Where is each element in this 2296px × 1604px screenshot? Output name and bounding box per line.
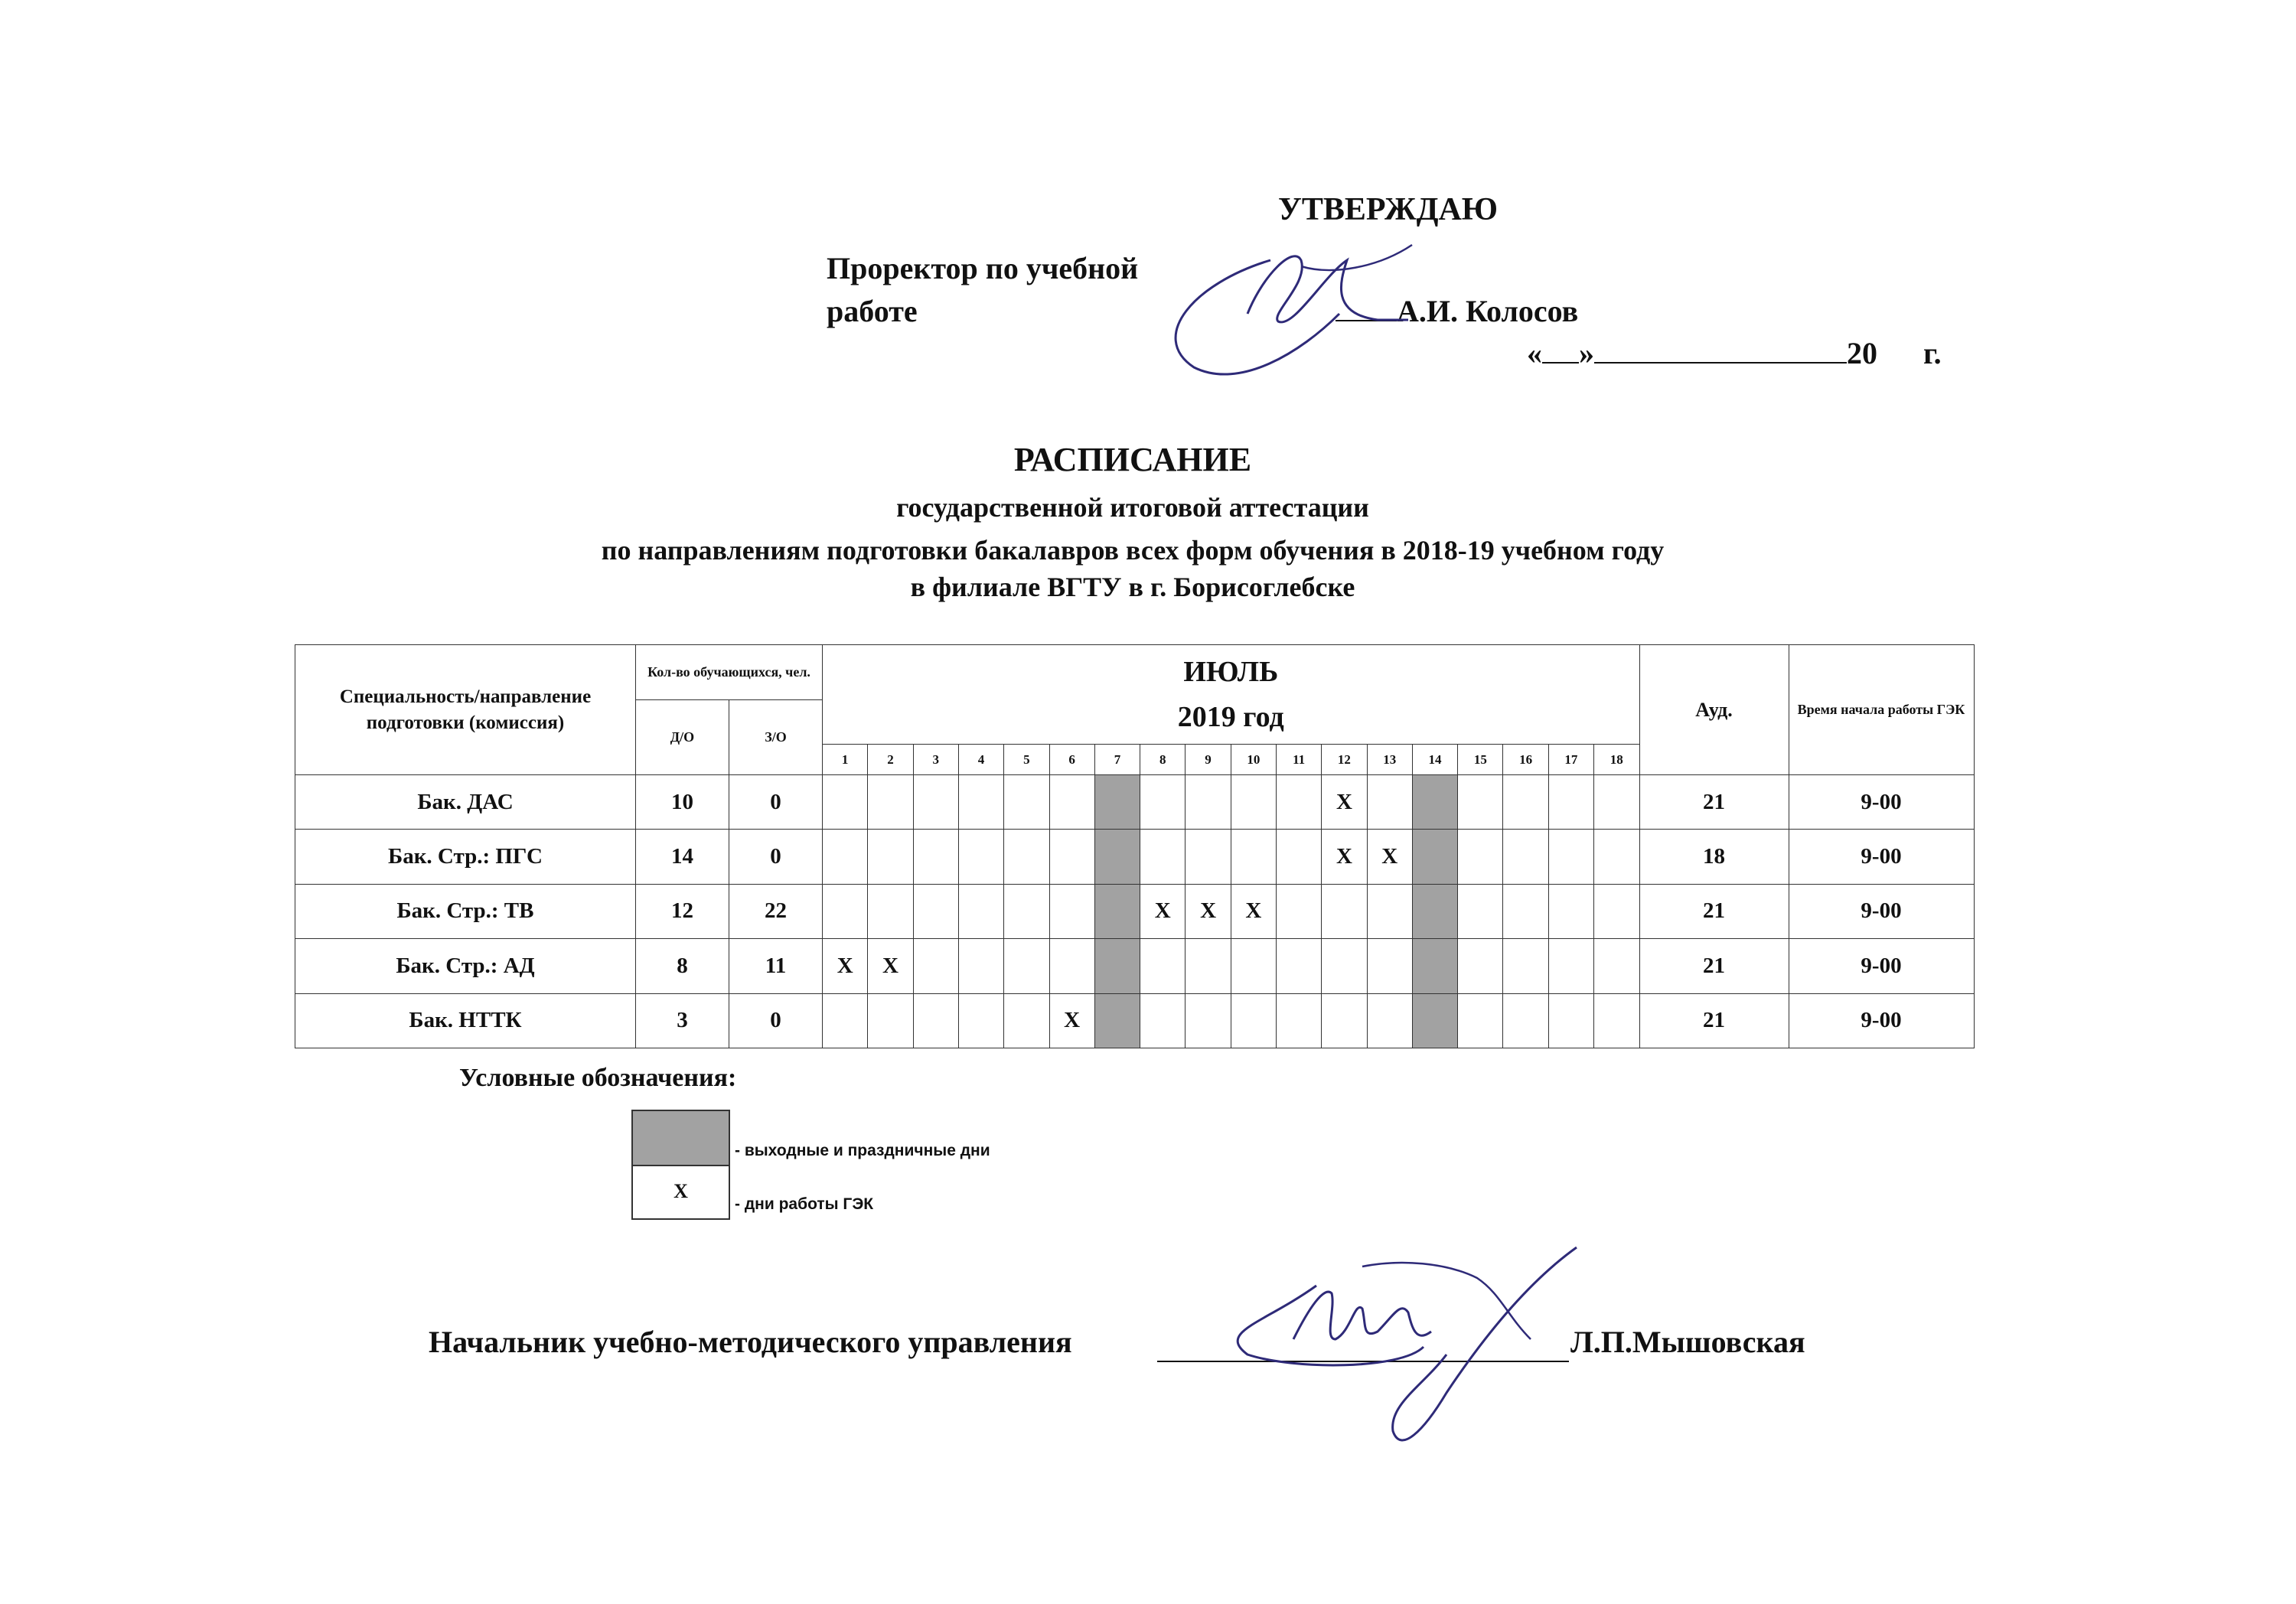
day-header: 1 bbox=[823, 745, 868, 775]
day-cell bbox=[1594, 939, 1639, 993]
holiday-cell bbox=[1094, 884, 1140, 938]
date-year-prefix: 20 bbox=[1847, 336, 1877, 370]
count-header: Кол-во обучающихся, чел. bbox=[636, 645, 823, 700]
day-cell bbox=[823, 993, 868, 1048]
day-cell bbox=[1231, 775, 1276, 830]
day-cell bbox=[1049, 775, 1094, 830]
document-title: РАСПИСАНИЕ bbox=[1013, 441, 1252, 478]
day-cell bbox=[1367, 775, 1412, 830]
auditorium-cell: 21 bbox=[1639, 775, 1789, 830]
legend-holiday-swatch bbox=[633, 1111, 729, 1166]
day-cell bbox=[1503, 775, 1548, 830]
day-cell bbox=[1458, 939, 1503, 993]
program-name: Бак. Стр.: АД bbox=[295, 939, 636, 993]
document-subtitle-1: государственной итоговой аттестации bbox=[896, 492, 1369, 523]
day-cell bbox=[1140, 939, 1186, 993]
day-cell bbox=[1186, 993, 1231, 1048]
holiday-cell bbox=[1094, 939, 1140, 993]
day-cell bbox=[868, 775, 913, 830]
date-open-quote: « bbox=[1527, 336, 1542, 370]
exam-day-mark: X bbox=[1049, 993, 1094, 1048]
day-cell bbox=[1186, 830, 1231, 884]
table-row bbox=[295, 993, 1975, 1048]
auditorium-cell: 21 bbox=[1639, 993, 1789, 1048]
holiday-cell bbox=[1094, 830, 1140, 884]
day-cell bbox=[1322, 993, 1367, 1048]
approval-title: УТВЕРЖДАЮ bbox=[1278, 192, 1499, 227]
day-cell bbox=[1231, 939, 1276, 993]
auditorium-header: Ауд. bbox=[1639, 645, 1789, 775]
auditorium-cell: 21 bbox=[1639, 884, 1789, 938]
exam-day-mark: X bbox=[1186, 884, 1231, 938]
day-cell bbox=[1548, 884, 1593, 938]
spec-header: Специальность/направление подготовки (комиссия) bbox=[295, 645, 636, 775]
start-time-cell: 9-00 bbox=[1789, 939, 1974, 993]
day-header: 5 bbox=[1004, 745, 1049, 775]
legend-box bbox=[631, 1110, 730, 1220]
approver-signature-icon bbox=[1148, 230, 1469, 383]
day-cell bbox=[1231, 830, 1276, 884]
day-cell bbox=[1594, 884, 1639, 938]
full-time-count: 8 bbox=[636, 939, 729, 993]
day-cell bbox=[823, 775, 868, 830]
start-time-cell: 9-00 bbox=[1789, 775, 1974, 830]
start-time-header: Время начала работы ГЭК bbox=[1789, 645, 1974, 775]
exam-day-mark: X bbox=[1322, 775, 1367, 830]
day-cell bbox=[1548, 830, 1593, 884]
approver-position-line2: работе bbox=[827, 294, 918, 328]
day-cell bbox=[1322, 939, 1367, 993]
day-cell bbox=[1322, 884, 1367, 938]
exam-day-mark: X bbox=[868, 939, 913, 993]
holiday-cell bbox=[1412, 884, 1457, 938]
document-subtitle-2: по направлениям подготовки бакалавров всех форм обучения в 2018-19 учебном году bbox=[601, 535, 1665, 566]
day-cell bbox=[913, 830, 958, 884]
legend-title: Условные обозначения: bbox=[459, 1064, 737, 1092]
holiday-cell bbox=[1094, 993, 1140, 1048]
auditorium-cell: 18 bbox=[1639, 830, 1789, 884]
program-name: Бак. НТТК bbox=[295, 993, 636, 1048]
day-header: 4 bbox=[958, 745, 1003, 775]
legend-mark-swatch: Х bbox=[673, 1180, 688, 1202]
day-header: 16 bbox=[1503, 745, 1548, 775]
auditorium-cell: 21 bbox=[1639, 939, 1789, 993]
table-row bbox=[295, 939, 1975, 993]
day-cell bbox=[913, 775, 958, 830]
day-header: 2 bbox=[868, 745, 913, 775]
full-time-count: 14 bbox=[636, 830, 729, 884]
day-cell bbox=[913, 939, 958, 993]
approver-name: А.И. Колосов bbox=[1397, 294, 1579, 328]
full-time-count: 12 bbox=[636, 884, 729, 938]
legend-work-text: - дни работы ГЭК bbox=[735, 1195, 874, 1213]
month-header bbox=[823, 645, 1640, 745]
day-cell bbox=[1458, 775, 1503, 830]
program-name: Бак. Стр.: ТВ bbox=[295, 884, 636, 938]
start-time-cell: 9-00 bbox=[1789, 993, 1974, 1048]
head-name: Л.П.Мышовская bbox=[1570, 1325, 1805, 1359]
exam-day-mark: X bbox=[1322, 830, 1367, 884]
day-cell bbox=[958, 884, 1003, 938]
day-cell bbox=[1140, 830, 1186, 884]
part-time-count: 0 bbox=[729, 830, 823, 884]
day-cell bbox=[1548, 993, 1593, 1048]
exam-day-mark: X bbox=[1367, 830, 1412, 884]
day-cell bbox=[1548, 939, 1593, 993]
day-cell bbox=[1140, 775, 1186, 830]
day-cell bbox=[1503, 830, 1548, 884]
day-cell bbox=[1276, 993, 1321, 1048]
program-name: Бак. ДАС bbox=[295, 775, 636, 830]
day-cell bbox=[1004, 884, 1049, 938]
day-cell bbox=[1503, 884, 1548, 938]
full-time-count: 3 bbox=[636, 993, 729, 1048]
day-header: 18 bbox=[1594, 745, 1639, 775]
day-cell bbox=[868, 830, 913, 884]
part-time-count: 11 bbox=[729, 939, 823, 993]
day-header: 14 bbox=[1412, 745, 1457, 775]
schedule-table bbox=[295, 644, 1975, 1048]
day-cell bbox=[1049, 830, 1094, 884]
year-label: 2019 год bbox=[1177, 700, 1284, 733]
day-cell bbox=[1004, 993, 1049, 1048]
day-header: 9 bbox=[1186, 745, 1231, 775]
start-time-cell: 9-00 bbox=[1789, 830, 1974, 884]
approver-position-line1: Проректор по учебной bbox=[827, 251, 1139, 285]
day-cell bbox=[1186, 775, 1231, 830]
exam-day-mark: X bbox=[1231, 884, 1276, 938]
schedule-body bbox=[295, 775, 1975, 1048]
day-cell bbox=[1548, 775, 1593, 830]
day-cell bbox=[823, 884, 868, 938]
day-header: 13 bbox=[1367, 745, 1412, 775]
day-header: 17 bbox=[1548, 745, 1593, 775]
day-cell bbox=[1594, 993, 1639, 1048]
day-cell bbox=[913, 884, 958, 938]
head-position: Начальник учебно-методического управления bbox=[429, 1325, 1072, 1359]
day-header: 3 bbox=[913, 745, 958, 775]
day-cell bbox=[1049, 939, 1094, 993]
date-year-suffix: г. bbox=[1923, 336, 1942, 370]
head-signature-icon bbox=[1171, 1240, 1600, 1469]
full-time-count: 10 bbox=[636, 775, 729, 830]
day-header: 8 bbox=[1140, 745, 1186, 775]
day-cell bbox=[868, 993, 913, 1048]
day-cell bbox=[1004, 939, 1049, 993]
start-time-cell: 9-00 bbox=[1789, 884, 1974, 938]
day-cell bbox=[1049, 884, 1094, 938]
day-cell bbox=[1276, 775, 1321, 830]
date-close-quote: » bbox=[1579, 336, 1594, 370]
part-time-header: З/О bbox=[729, 700, 823, 775]
day-cell bbox=[958, 775, 1003, 830]
exam-day-mark: X bbox=[1140, 884, 1186, 938]
day-cell bbox=[958, 830, 1003, 884]
day-header: 7 bbox=[1094, 745, 1140, 775]
day-header: 6 bbox=[1049, 745, 1094, 775]
day-cell bbox=[1140, 993, 1186, 1048]
day-cell bbox=[1004, 830, 1049, 884]
table-row bbox=[295, 775, 1975, 830]
day-cell bbox=[1276, 884, 1321, 938]
day-cell bbox=[958, 939, 1003, 993]
exam-day-mark: X bbox=[823, 939, 868, 993]
month-label: ИЮЛЬ bbox=[1183, 655, 1279, 688]
document-subtitle-3: в филиале ВГТУ в г. Борисоглебске bbox=[910, 572, 1355, 602]
day-header: 10 bbox=[1231, 745, 1276, 775]
day-cell bbox=[1186, 939, 1231, 993]
holiday-cell bbox=[1412, 939, 1457, 993]
day-cell bbox=[1458, 884, 1503, 938]
approval-date-line bbox=[1527, 335, 1942, 371]
day-cell bbox=[1367, 993, 1412, 1048]
holiday-cell bbox=[1412, 993, 1457, 1048]
day-cell bbox=[1458, 993, 1503, 1048]
part-time-count: 0 bbox=[729, 993, 823, 1048]
day-cell bbox=[1231, 993, 1276, 1048]
day-cell bbox=[1503, 939, 1548, 993]
legend-holiday-text: - выходные и праздничные дни bbox=[735, 1142, 990, 1159]
day-cell bbox=[1367, 939, 1412, 993]
day-cell bbox=[823, 830, 868, 884]
day-cell bbox=[1594, 775, 1639, 830]
date-day-blank bbox=[1542, 339, 1579, 364]
day-cell bbox=[868, 884, 913, 938]
day-cell bbox=[1458, 830, 1503, 884]
day-cell bbox=[913, 993, 958, 1048]
full-time-header: Д/О bbox=[636, 700, 729, 775]
table-row bbox=[295, 884, 1975, 938]
day-header: 12 bbox=[1322, 745, 1367, 775]
holiday-cell bbox=[1094, 775, 1140, 830]
day-cell bbox=[1594, 830, 1639, 884]
part-time-count: 0 bbox=[729, 775, 823, 830]
day-header: 15 bbox=[1458, 745, 1503, 775]
table-row bbox=[295, 830, 1975, 884]
day-cell bbox=[958, 993, 1003, 1048]
day-header: 11 bbox=[1276, 745, 1321, 775]
day-cell bbox=[1004, 775, 1049, 830]
part-time-count: 22 bbox=[729, 884, 823, 938]
date-month-blank bbox=[1594, 339, 1847, 364]
day-cell bbox=[1276, 939, 1321, 993]
program-name: Бак. Стр.: ПГС bbox=[295, 830, 636, 884]
day-cell bbox=[1276, 830, 1321, 884]
day-cell bbox=[1503, 993, 1548, 1048]
day-cell bbox=[1367, 884, 1412, 938]
holiday-cell bbox=[1412, 775, 1457, 830]
holiday-cell bbox=[1412, 830, 1457, 884]
